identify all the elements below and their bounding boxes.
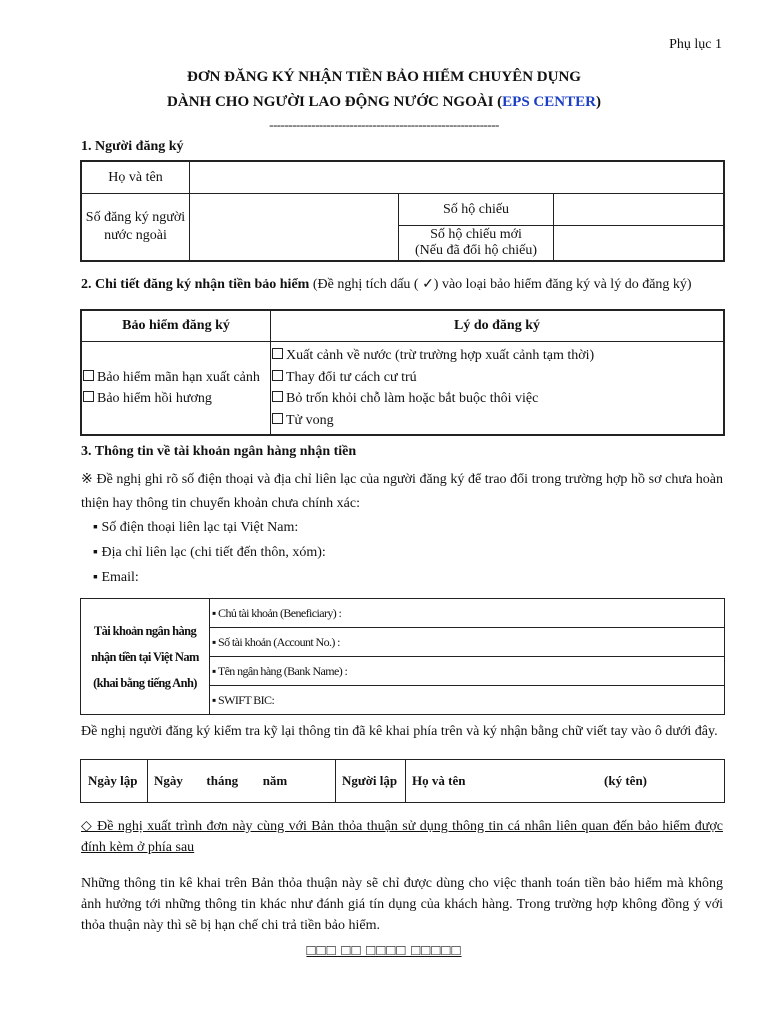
reason-col-header: Lý do đăng ký — [271, 310, 725, 342]
insurance-option-return[interactable] — [83, 388, 269, 410]
section2-heading — [81, 276, 692, 293]
reason-option-label: Xuất cảnh về nước (trừ trường hợp xuất cảnh tạm thời) — [286, 348, 595, 363]
new-passport-field[interactable] — [554, 226, 725, 262]
full-name-field[interactable] — [190, 161, 725, 194]
contact-note: ※ Đề nghị ghi rõ số điện thoại và địa chỉ liên lạc của người đăng ký để trao đổi trong trường hợp hồ sơ chưa hoàn thiện hay thông tin chuyển khoản chưa chính xác: — [81, 472, 723, 511]
reason-option-absconded[interactable] — [272, 388, 722, 410]
new-passport-label — [399, 226, 554, 262]
insurance-option-label: Bảo hiểm hồi hương — [97, 391, 212, 406]
section3-heading: 3. Thông tin về tài khoản ngân hàng nhận tiền — [81, 444, 357, 459]
footer-heading — [0, 943, 768, 960]
passport-field[interactable] — [554, 194, 725, 226]
bank-heading-line: nhận tiền tại Việt Nam — [91, 649, 199, 664]
new-passport-note: (Nếu đã đổi hộ chiếu) — [414, 243, 538, 258]
passport-label: Số hộ chiếu — [399, 194, 554, 226]
reason-option-death[interactable] — [272, 410, 722, 432]
full-name-label: Họ và tên — [81, 161, 190, 194]
consent-body: Những thông tin kê khai trên Bản thỏa thuận này sẽ chỉ được dùng cho việc thanh toán tiền bảo hiểm mà không ảnh hưởng tới những thông tin khác như đánh giá tín dụng của khách hàng. Trong trường hợp không đồng ý với thỏa thuận này thì sẽ bị hạn chế chi trả tiền bảo hiểm. — [81, 876, 723, 933]
day-label: Ngày — [154, 773, 183, 788]
insurance-options-cell — [81, 342, 271, 436]
checkbox-icon[interactable] — [83, 391, 94, 402]
section1-heading: 1. Người đăng ký — [81, 139, 184, 154]
signature-field[interactable] — [406, 760, 725, 803]
date-field[interactable] — [148, 760, 336, 803]
title-separator: ------------------------------------------------------------ — [269, 117, 499, 132]
applicant-label: Người lập — [336, 760, 406, 803]
swift-bic-field[interactable]: ▪ SWIFT BIC: — [210, 686, 725, 715]
checkbox-icon[interactable] — [272, 370, 283, 381]
form-title-line1: ĐƠN ĐĂNG KÝ NHẬN TIỀN BẢO HIỂM CHUYÊN DỤNG — [187, 69, 581, 85]
year-label: năm — [262, 773, 288, 788]
consent-notice: ◇ Đề nghị xuất trình đơn này cùng với Bản thỏa thuận sử dụng thông tin cá nhân liên quan đến bảo hiểm được đính kèm ở phía sau — [81, 819, 723, 855]
insurance-col-header: Bảo hiểm đăng ký — [81, 310, 271, 342]
reason-option-label: Tử vong — [286, 412, 334, 428]
bank-account-heading — [81, 599, 210, 715]
applicant-table — [80, 160, 725, 262]
month-label: tháng — [206, 773, 239, 788]
section2-heading-bold: 2. Chi tiết đăng ký nhận tiền bảo hiểm — [81, 277, 310, 292]
insurance-option-expiry[interactable] — [83, 367, 269, 389]
foreign-registration-label — [81, 194, 190, 262]
bank-name-field[interactable]: ▪ Tên ngân hàng (Bank Name) : — [210, 657, 725, 686]
insurance-table — [80, 309, 725, 436]
contact-address-item: ▪ Địa chỉ liên lạc (chi tiết đến thôn, xóm): — [93, 545, 326, 560]
bank-heading-line: Tài khoản ngân hàng — [93, 623, 197, 638]
checkbox-icon[interactable] — [272, 348, 283, 359]
insurance-option-label: Bảo hiểm mãn hạn xuất cảnh — [97, 369, 260, 385]
signature-table — [80, 759, 725, 803]
account-number-field[interactable]: ▪ Số tài khoản (Account No.) : — [210, 628, 725, 657]
verify-instruction: Đề nghị người đăng ký kiểm tra kỹ lại thông tin đã kê khai phía trên và ký nhận bằng chữ viết tay vào ô dưới đây. — [81, 724, 718, 739]
form-title-line2 — [0, 94, 768, 111]
reason-option-status-change[interactable] — [272, 367, 722, 389]
reason-option-label: Bỏ trốn khỏi chỗ làm hoặc bắt buộc thôi việc — [286, 391, 539, 406]
footer-heading-text: □□□ □□ □□□□ □□□□□ — [306, 943, 462, 959]
reason-option-label: Thay đổi tư cách cư trú — [286, 369, 417, 385]
reason-option-departure[interactable] — [272, 345, 722, 367]
date-label: Ngày lập — [81, 760, 148, 803]
checkbox-icon[interactable] — [272, 391, 283, 402]
beneficiary-field[interactable]: ▪ Chủ tài khoản (Beneficiary) : — [210, 599, 725, 628]
foreign-registration-field[interactable] — [190, 194, 399, 262]
reason-options-cell — [271, 342, 725, 436]
eps-center-label: EPS CENTER — [502, 94, 596, 110]
name-label: Họ và tên — [412, 773, 466, 788]
checkbox-icon[interactable] — [83, 370, 94, 381]
checkbox-icon[interactable] — [272, 413, 283, 424]
section2-heading-rest: (Đề nghị tích dấu ( ✓) vào loại bảo hiểm đăng ký và lý do đăng ký) — [309, 277, 692, 292]
contact-phone-item: ▪ Số điện thoại liên lạc tại Việt Nam: — [93, 520, 299, 535]
bank-heading-line: (khai bằng tiếng Anh) — [93, 675, 197, 690]
contact-email-item: ▪ Email: — [93, 570, 139, 585]
title-prefix: DÀNH CHO NGƯỜI LAO ĐỘNG NƯỚC NGOÀI ( — [167, 94, 503, 110]
foreign-registration-text: Số đăng ký người nước ngoài — [85, 210, 186, 243]
new-passport-text: Số hộ chiếu mới — [430, 227, 522, 242]
title-suffix: ) — [595, 94, 601, 110]
sign-label: (ký tên) — [604, 773, 647, 788]
appendix-label: Phụ lục 1 — [669, 37, 722, 52]
bank-account-table — [80, 598, 725, 715]
